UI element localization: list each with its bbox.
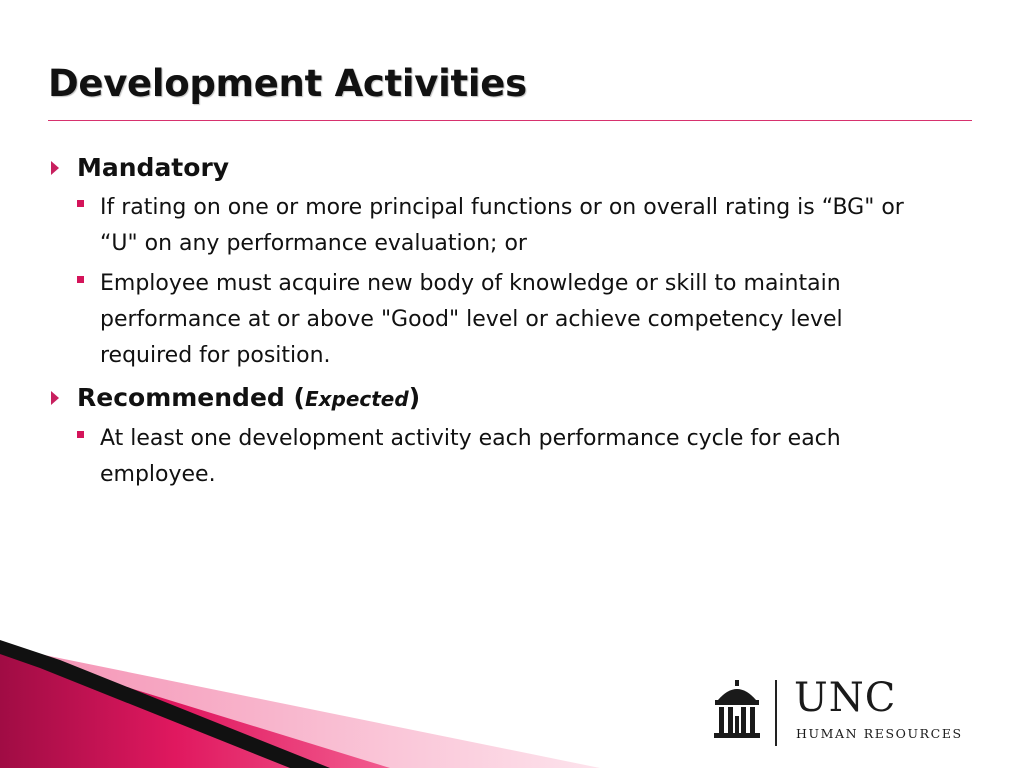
- logo-name: UNC: [794, 675, 897, 721]
- old-well-icon: [712, 680, 762, 742]
- logo-subtitle: HUMAN RESOURCES: [796, 726, 963, 741]
- sub-bullet-text: If rating on one or more principal functions or on overall rating is “BG" or “U" on any performance evaluation; or: [100, 195, 904, 256]
- bullet-label-suffix: ): [408, 383, 421, 412]
- sub-bullet-text: At least one development activity each performance cycle for each employee.: [100, 426, 841, 487]
- bullet-label-prefix: Recommended (: [77, 383, 305, 412]
- unc-hr-logo: [712, 676, 982, 756]
- logo-divider: [775, 680, 777, 746]
- bullet-label-emphasis: Expected: [304, 387, 409, 411]
- slide-title: Development Activities: [48, 62, 527, 105]
- bullet-label: Mandatory: [77, 153, 230, 182]
- sub-bullet-text: Employee must acquire new body of knowledge or skill to maintain performance at or above "Good" level or achieve competency level required for position.: [100, 271, 843, 368]
